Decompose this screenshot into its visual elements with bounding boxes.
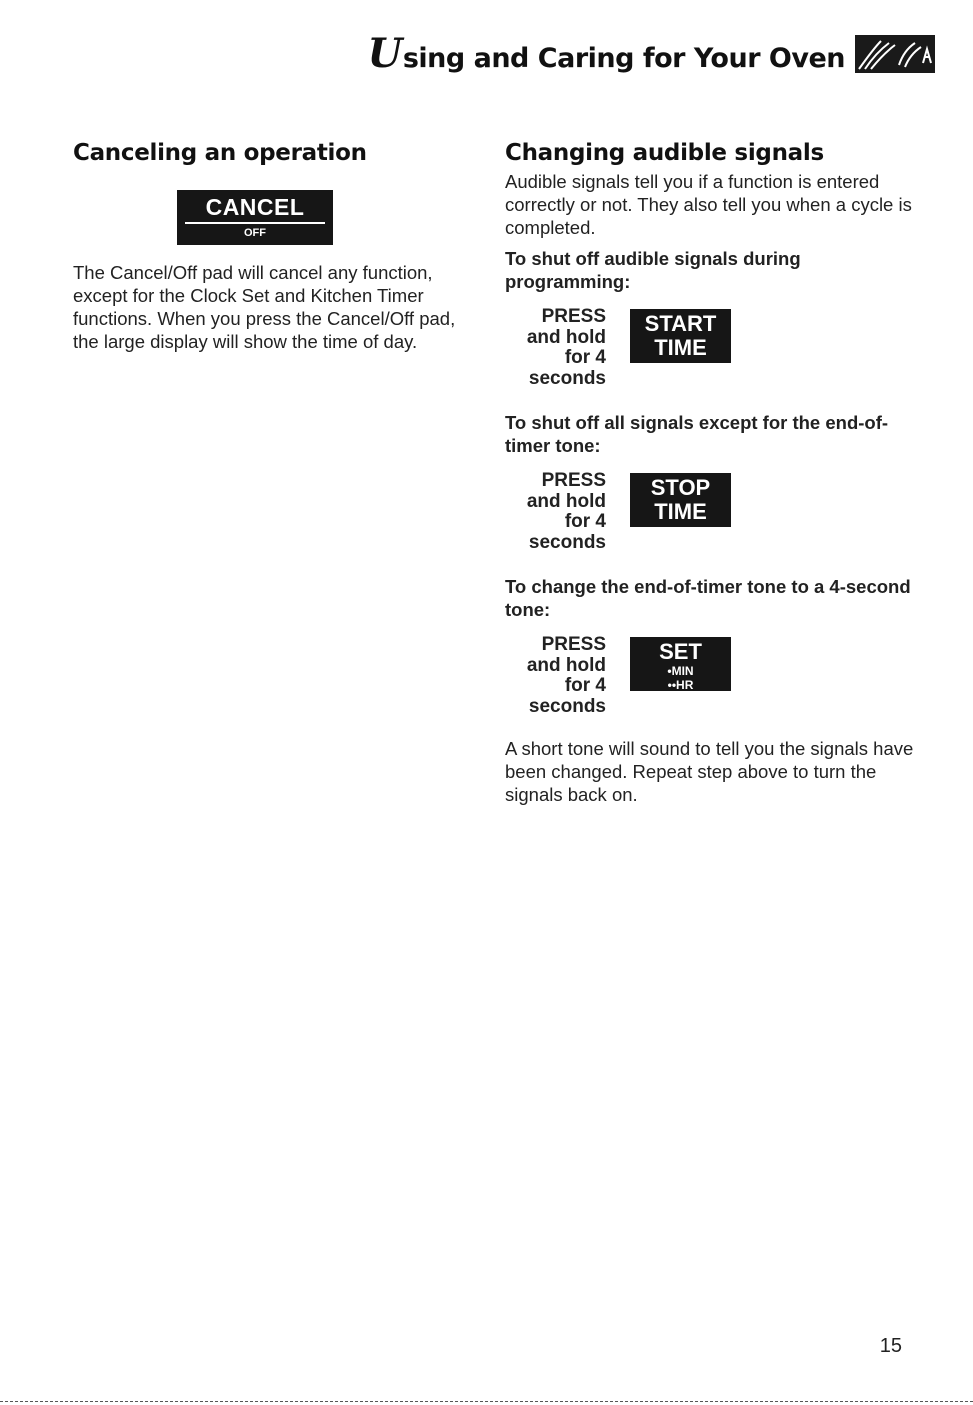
stop-time-pad [630,473,731,527]
press-hold-text [505,307,606,389]
press-hold-text [505,471,606,553]
canceling-section [73,140,473,353]
canceling-heading: Canceling an operation [73,140,367,166]
page-number: 15 [879,1335,902,1357]
bottom-divider [0,1401,973,1402]
and-hold-word: and hold [526,326,606,348]
press-word: PRESS [541,634,606,655]
step-2-instruction [505,471,925,553]
for-4-word: for 4 [564,511,606,532]
pad-line-1: SET [659,639,702,664]
step-1-subheading: To shut off audible signals during programming: [505,248,801,292]
signals-section [505,140,925,806]
press-hold-text [505,635,606,717]
pad-line-2: TIME [654,335,707,360]
signals-outro: A short tone will sound to tell you the signals have been changed. Repeat step above to turn the signals back on. [505,738,914,805]
press-word: PRESS [541,470,606,491]
start-time-pad [630,309,731,363]
set-min-hr-pad [630,637,731,691]
canceling-body: The Cancel/Off pad will cancel any function, except for the Clock Set and Kitchen Timer functions. When you press the Cancel/Off pad, the large display will show the time of day. [73,262,456,352]
seconds-word: seconds [528,531,606,553]
pad-line-1: STOP [650,475,711,500]
and-hold-word: and hold [526,490,606,512]
title-text: sing and Caring for Your Oven [402,43,845,74]
page-header [367,30,935,77]
press-word: PRESS [541,306,606,327]
cancel-off-pad [177,190,333,245]
and-hold-word: and hold [526,654,606,676]
step-2-subheading: To shut off all signals except for the end-of-timer tone: [505,412,889,456]
pad-sub-min: •MIN [667,664,694,678]
oven-logo-icon [855,35,935,73]
cancel-pad-divider [185,222,325,224]
for-4-word: for 4 [564,347,606,368]
cancel-pad-label: CANCEL [205,194,305,220]
pad-line-2: TIME [654,499,707,524]
title-initial: U [367,30,402,77]
step-3-instruction [505,635,925,717]
signals-heading: Changing audible signals [505,140,824,166]
signals-intro: Audible signals tell you if a function is entered correctly or not. They also tell you when a cycle is completed. [505,171,912,238]
seconds-word: seconds [528,695,606,717]
step-3-subheading: To change the end-of-timer tone to a 4-second tone: [505,576,911,620]
pad-line-1: START [644,311,717,336]
seconds-word: seconds [528,367,606,389]
cancel-pad-sub-label: OFF [244,227,266,239]
step-1-instruction [505,307,925,389]
page-title [367,30,845,77]
pad-sub-hr: ••HR [667,678,694,692]
for-4-word: for 4 [564,675,606,696]
